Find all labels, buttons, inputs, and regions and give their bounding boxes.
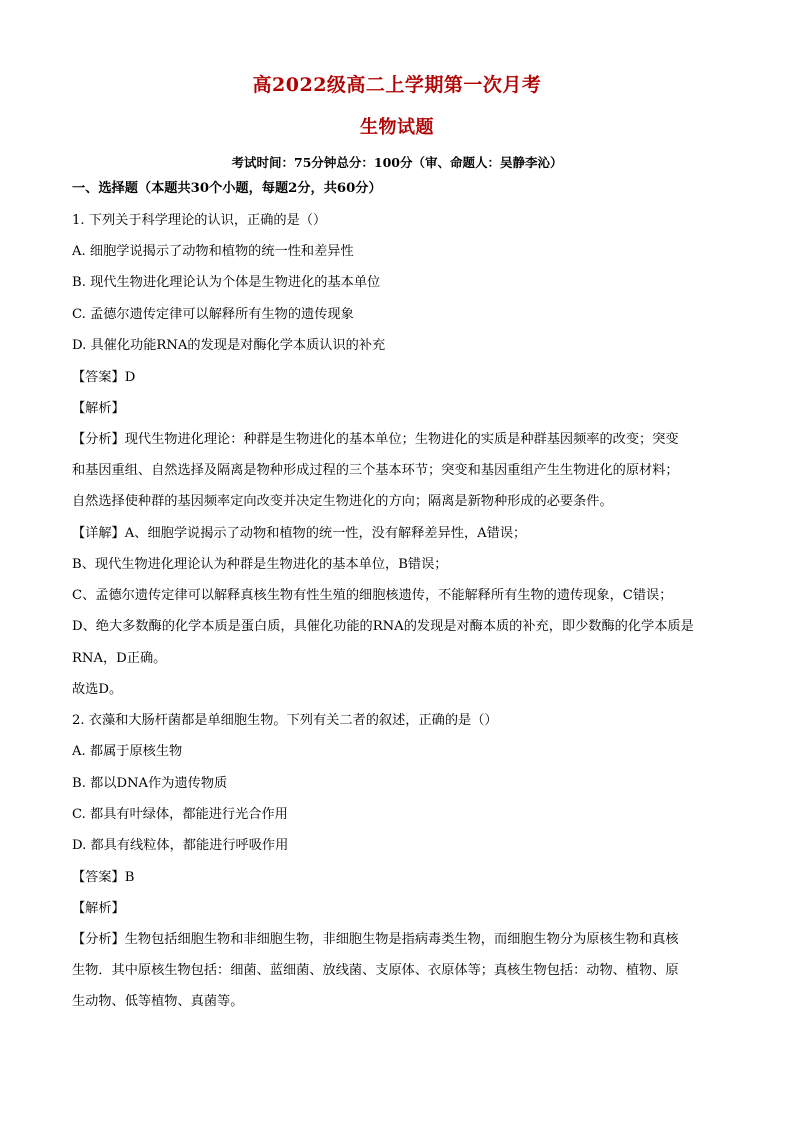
section-heading: 一、选择题（本题共30个小题，每题2分，共60分） [72, 181, 382, 196]
q1-fenxi-line: 和基因重组、自然选择及隔离是物种形成过程的三个基本环节；突变和基因重组产生生物进化的原材料； [72, 463, 679, 478]
q1-detail-line: 【详解】A、细胞学说揭示了动物和植物的统一性，没有解释差异性，A错误； [72, 526, 527, 541]
q2-answer: 【答案】B [72, 870, 135, 885]
q1-detail-line: RNA，D正确。 [72, 651, 167, 666]
q2-option-d: D. 都具有线粒体，都能进行呼吸作用 [72, 838, 289, 853]
q1-answer: 【答案】D [72, 370, 136, 385]
q1-fenxi-line: 自然选择使种群的基因频率定向改变并决定生物进化的方向；隔离是新物种形成的必要条件。 [72, 494, 613, 509]
q2-option-c: C. 都具有叶绿体，都能进行光合作用 [72, 807, 288, 822]
q1-stem: 1. 下列关于科学理论的认识，正确的是（） [72, 213, 327, 228]
q1-option-c: C. 孟德尔遗传定律可以解释所有生物的遗传现象 [72, 307, 354, 322]
q1-fenxi-line: 【分析】现代生物进化理论：种群是生物进化的基本单位；生物进化的实质是种群基因频率的改变；突变 [72, 432, 679, 447]
q1-detail-line: D、绝大多数酶的化学本质是蛋白质，具催化功能的RNA的发现是对酶本质的补充，即少数酶的化学本质是 [72, 619, 694, 634]
q2-analysis-label: 【解析】 [72, 901, 125, 916]
q2-fenxi-line: 生动物、低等植物、真菌等。 [72, 994, 244, 1009]
q2-stem: 2. 衣藻和大肠杆菌都是单细胞生物。下列有关二者的叙述，正确的是（） [72, 713, 498, 728]
q1-detail-line: C、孟德尔遗传定律可以解释真核生物有性生殖的细胞核遗传，不能解释所有生物的遗传现象，C错误； [72, 588, 673, 603]
exam-meta: 考试时间：75分钟总分：100分（审、命题人：吴静李沁） [231, 155, 563, 170]
exam-title: 高2022级高二上学期第一次月考 [252, 74, 542, 96]
q2-option-b: B. 都以DNA作为遗传物质 [72, 776, 228, 791]
q1-conclusion: 故选D。 [72, 682, 123, 697]
q1-detail-line: B、现代生物进化理论认为种群是生物进化的基本单位，B错误； [72, 557, 448, 572]
subject-title: 生物试题 [360, 117, 434, 138]
q1-option-a: A. 细胞学说揭示了动物和植物的统一性和差异性 [72, 244, 354, 259]
q2-fenxi-line: 【分析】生物包括细胞生物和非细胞生物，非细胞生物是指病毒类生物，而细胞生物分为原核生物和真核 [72, 932, 679, 947]
q1-option-b: B. 现代生物进化理论认为个体是生物进化的基本单位 [72, 275, 381, 290]
q1-analysis-label: 【解析】 [72, 401, 125, 416]
q2-fenxi-line: 生物．其中原核生物包括：细菌、蓝细菌、放线菌、支原体、衣原体等；真核生物包括：动物、植物、原 [72, 963, 679, 978]
q1-option-d: D. 具催化功能RNA的发现是对酶化学本质认识的补充 [72, 338, 386, 353]
q2-option-a: A. 都属于原核生物 [72, 744, 183, 759]
